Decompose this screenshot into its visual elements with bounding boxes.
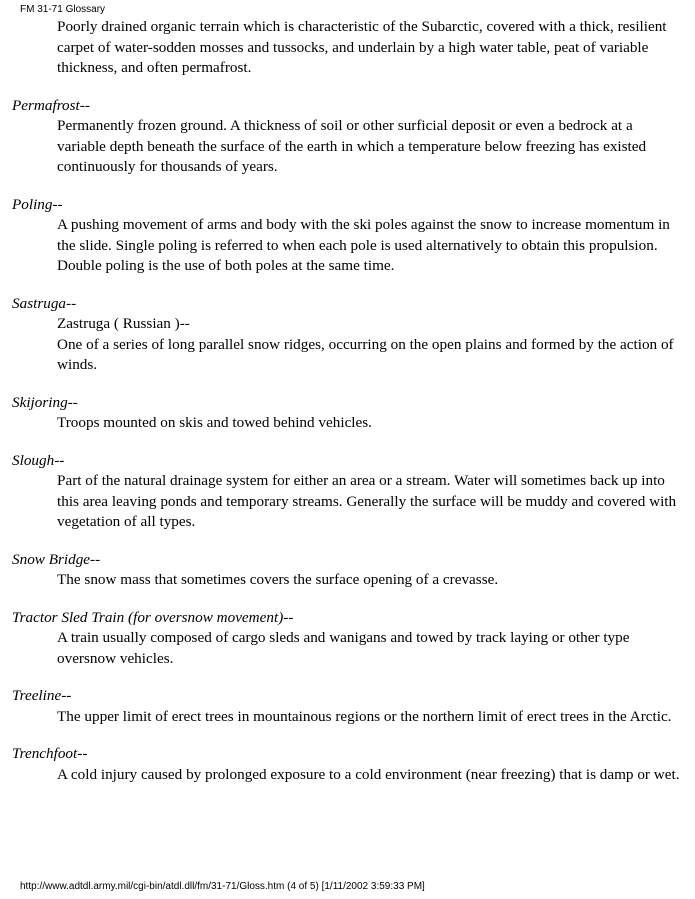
term-label: Tractor Sled Train (for oversnow movement) xyxy=(12,608,284,626)
term-heading xyxy=(12,744,695,765)
term-heading xyxy=(12,294,695,315)
term-definition: Troops mounted on skis and towed behind vehicles. xyxy=(57,414,372,431)
term-label: Treeline xyxy=(12,687,62,704)
term-heading xyxy=(12,393,695,414)
term-synonym: Zastruga ( Russian )-- xyxy=(57,315,190,332)
glossary-entry-tractor-sled-train xyxy=(0,608,695,670)
term-suffix: -- xyxy=(90,550,101,568)
term-definition: A cold injury caused by prolonged exposure to a cold environment (near freezing) that is damp or wet. xyxy=(57,765,680,783)
term-heading xyxy=(12,550,695,571)
term-label: Slough xyxy=(12,451,55,469)
glossary-entry-sastruga xyxy=(0,294,695,376)
term-definition: Part of the natural drainage system for either an area or a stream. Water will sometimes back up into this area leaving ponds and temporary streams. Generally the surface will be muddy and covered with vegetation of all types. xyxy=(57,472,677,530)
term-definition: Permanently frozen ground. A thickness of soil or other surficial deposit or even a bedrock at a variable depth beneath the surface of the earth in which a temperature below freezing has existed continuously for thousands of years. xyxy=(57,117,647,175)
term-label: Sastruga xyxy=(12,294,67,312)
glossary-entry-permafrost xyxy=(0,96,695,178)
glossary-content xyxy=(0,17,695,785)
term-heading xyxy=(12,686,695,707)
glossary-entry-skijoring xyxy=(0,393,695,434)
glossary-entry-treeline xyxy=(0,686,695,727)
term-label: Poling xyxy=(12,195,53,213)
intro-definition: Poorly drained organic terrain which is characteristic of the Subarctic, covered with a thick, resilient carpet of water-sodden mosses and tussocks, and underlain by a high water table, peat of variable thickness, and often permafrost. xyxy=(57,18,667,76)
term-suffix: -- xyxy=(52,195,63,213)
page-header: FM 31-71 Glossary xyxy=(20,4,106,15)
term-suffix: -- xyxy=(66,294,77,312)
term-suffix: -- xyxy=(67,393,78,411)
term-heading xyxy=(12,96,695,117)
term-definition: A train usually composed of cargo sleds and wanigans and towed by track laying or other type oversnow vehicles. xyxy=(57,629,630,667)
glossary-entry-poling xyxy=(0,195,695,277)
term-definition: A pushing movement of arms and body with the ski poles against the snow to increase momentum in the slide. Single poling is referred to when each pole is used alternatively to obtain this propulsion. Double poling is the use of both poles at the same time. xyxy=(57,216,670,274)
term-label: Trenchfoot xyxy=(12,745,78,762)
term-definition: One of a series of long parallel snow ridges, occurring on the open plains and formed by the action of winds. xyxy=(57,335,674,373)
term-label: Snow Bridge xyxy=(12,550,91,568)
term-label: Permafrost xyxy=(12,96,80,114)
term-suffix: -- xyxy=(283,608,294,626)
term-label: Skijoring xyxy=(12,393,68,411)
term-definition: The snow mass that sometimes covers the surface opening of a crevasse. xyxy=(57,571,499,588)
term-definition: The upper limit of erect trees in mountainous regions or the northern limit of erect trees in the Arctic. xyxy=(57,707,672,725)
glossary-entry-trenchfoot xyxy=(0,744,695,785)
term-suffix: -- xyxy=(54,451,65,469)
term-suffix: -- xyxy=(79,96,90,114)
term-heading xyxy=(12,608,695,629)
term-suffix: -- xyxy=(61,687,72,704)
term-heading xyxy=(12,195,695,216)
glossary-entry-slough xyxy=(0,451,695,533)
glossary-entry-snow-bridge xyxy=(0,550,695,591)
term-suffix: -- xyxy=(77,745,88,762)
term-heading xyxy=(12,451,695,472)
page-footer-url: http://www.adtdl.army.mil/cgi-bin/atdl.dll/fm/31-71/Gloss.htm (4 of 5) [1/11/2002 3:59:33 PM] xyxy=(20,881,425,892)
